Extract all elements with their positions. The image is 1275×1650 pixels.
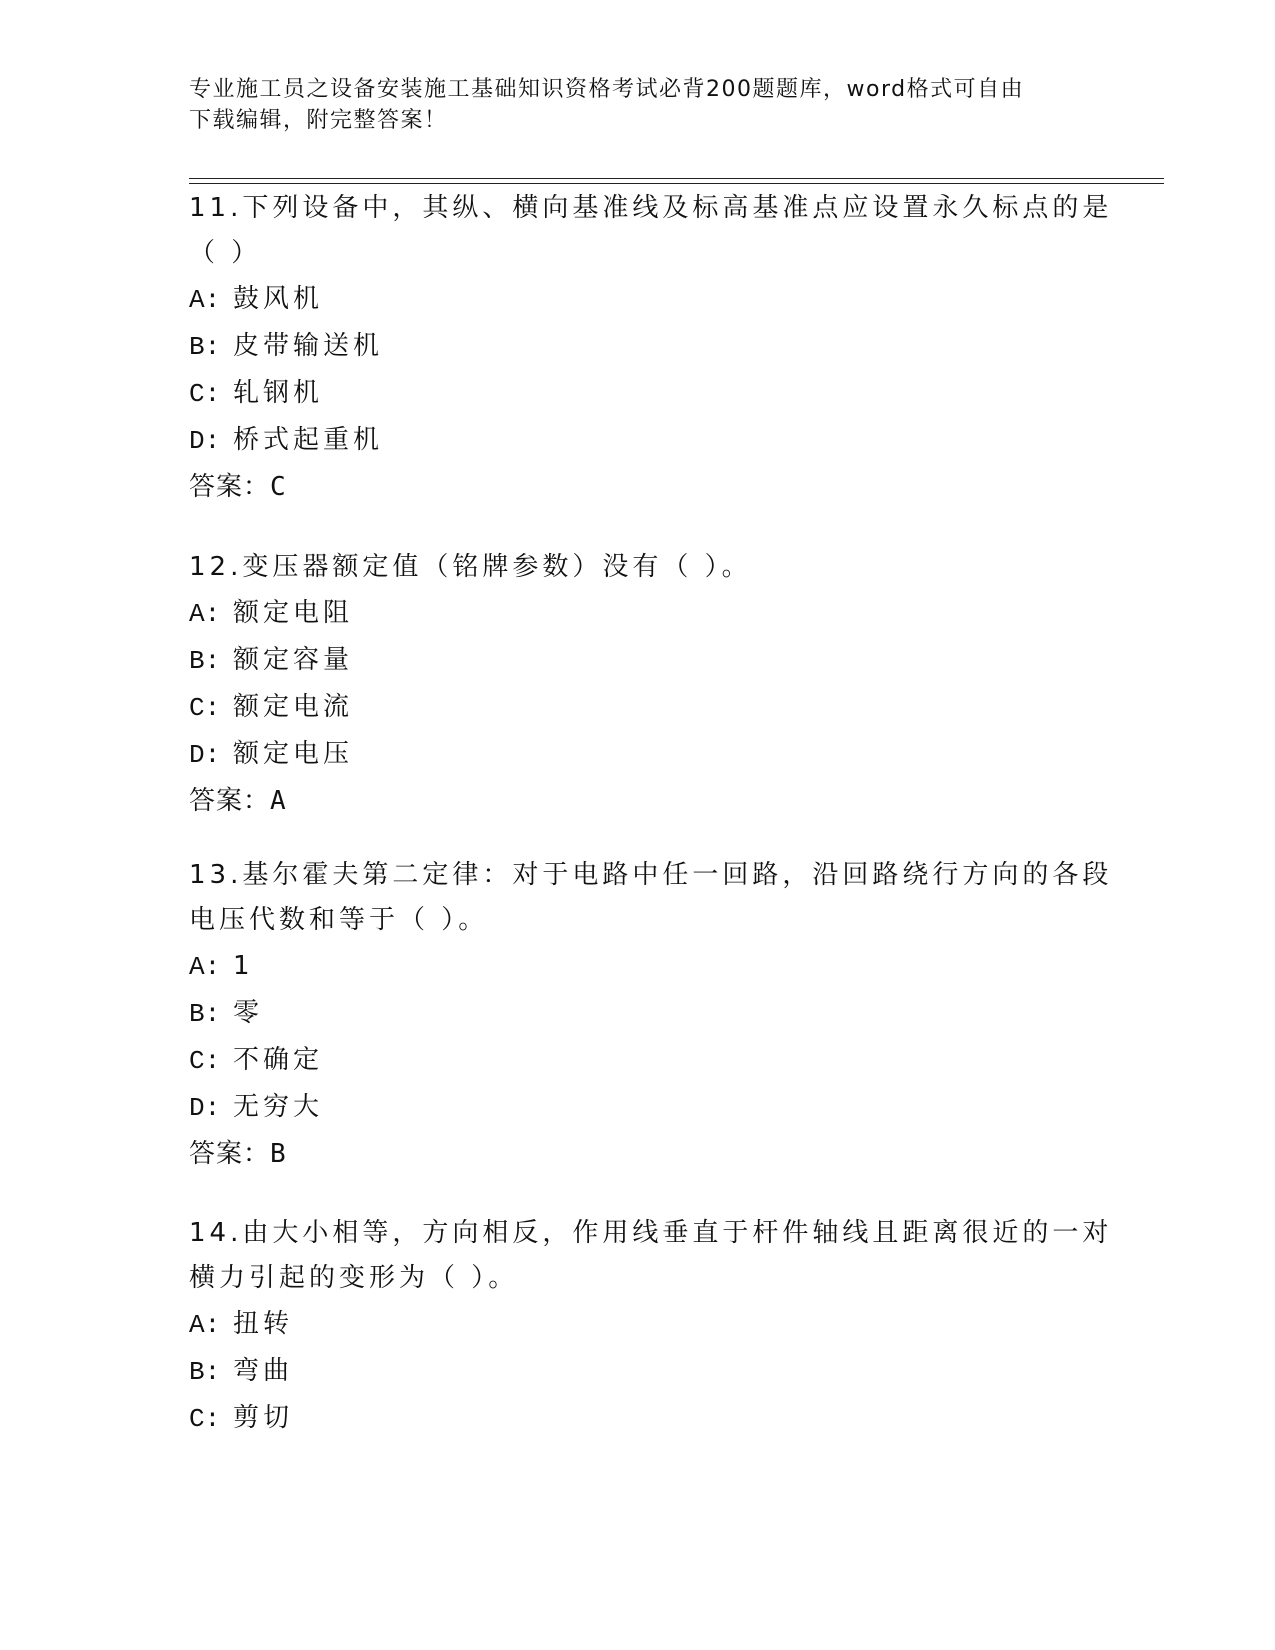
option-key: D:: [189, 1093, 221, 1123]
header-line-2: 下载编辑，附完整答案！: [189, 108, 448, 133]
option-key: A:: [189, 952, 221, 982]
stem-line: 11.下列设备中，其纵、横向基准线及标高基准点应设置永久标点的是: [189, 193, 1113, 223]
option-text: 轧钢机: [233, 378, 324, 408]
option-b: [189, 637, 1089, 684]
option-b: [189, 323, 1089, 370]
answer-label: 答案：: [189, 1139, 271, 1169]
option-key: D:: [189, 740, 221, 770]
question-stem: [189, 853, 1113, 943]
question-11: [189, 186, 1113, 510]
question-stem: [189, 545, 1089, 590]
option-key: D:: [189, 426, 221, 456]
option-text: 额定电流: [233, 692, 354, 722]
answer-value: B: [270, 1139, 287, 1169]
option-c: [189, 684, 1089, 731]
option-text: 剪切: [233, 1403, 294, 1433]
option-text: 额定电压: [233, 739, 354, 769]
option-a: [189, 1301, 1089, 1348]
option-a: [189, 943, 1089, 990]
option-text: 弯曲: [233, 1356, 294, 1386]
option-text: 1: [233, 951, 254, 981]
option-key: A:: [189, 1310, 221, 1340]
option-text: 桥式起重机: [233, 425, 384, 455]
question-stem: [189, 1211, 1113, 1301]
header-line-1: 专业施工员之设备安装施工基础知识资格考试必背200题题库，word格式可自由: [189, 77, 1025, 102]
option-a: [189, 590, 1089, 637]
option-d: [189, 1084, 1089, 1131]
option-text: 无穷大: [233, 1092, 324, 1122]
option-key: C:: [189, 693, 221, 723]
option-key: A:: [189, 285, 221, 315]
header-divider-bottom: [189, 183, 1164, 184]
document-header: [189, 74, 1079, 136]
option-text: 扭转: [233, 1309, 294, 1339]
answer-label: 答案：: [189, 472, 271, 502]
option-text: 不确定: [233, 1045, 324, 1075]
stem-line: 14.由大小相等，方向相反，作用线垂直于杆件轴线且距离很近的一对: [189, 1218, 1113, 1248]
option-text: 额定电阻: [233, 598, 354, 628]
option-c: [189, 370, 1089, 417]
option-c: [189, 1395, 1089, 1442]
question-14: [189, 1211, 1113, 1442]
option-key: B:: [189, 332, 221, 362]
answer-label: 答案：: [189, 786, 271, 816]
option-text: 额定容量: [233, 645, 354, 675]
option-d: [189, 417, 1089, 464]
option-key: C:: [189, 1046, 221, 1076]
stem-line: 13.基尔霍夫第二定律：对于电路中任一回路，沿回路绕行方向的各段: [189, 860, 1113, 890]
option-key: B:: [189, 1357, 221, 1387]
stem-line: 12.变压器额定值（铭牌参数）没有（ ）。: [189, 552, 752, 582]
stem-line: 横力引起的变形为（ ）。: [189, 1263, 519, 1293]
option-d: [189, 731, 1089, 778]
option-key: B:: [189, 999, 221, 1029]
option-text: 鼓风机: [233, 284, 324, 314]
answer-line: [189, 778, 1089, 824]
answer-value: A: [270, 786, 287, 816]
option-key: C:: [189, 1404, 221, 1434]
option-b: [189, 1348, 1089, 1395]
option-key: B:: [189, 646, 221, 676]
option-text: 零: [233, 998, 264, 1028]
option-c: [189, 1037, 1089, 1084]
question-13: [189, 853, 1113, 1177]
header-divider-top: [189, 178, 1164, 179]
question-stem: [189, 186, 1113, 276]
option-key: C:: [189, 379, 221, 409]
stem-line: （ ）: [189, 238, 262, 268]
question-12: [189, 545, 1089, 824]
option-key: A:: [189, 599, 221, 629]
option-b: [189, 990, 1089, 1037]
answer-line: [189, 1131, 1089, 1177]
stem-line: 电压代数和等于（ ）。: [189, 905, 489, 935]
answer-value: C: [270, 472, 287, 502]
option-a: [189, 276, 1089, 323]
answer-line: [189, 464, 1089, 510]
option-text: 皮带输送机: [233, 331, 384, 361]
